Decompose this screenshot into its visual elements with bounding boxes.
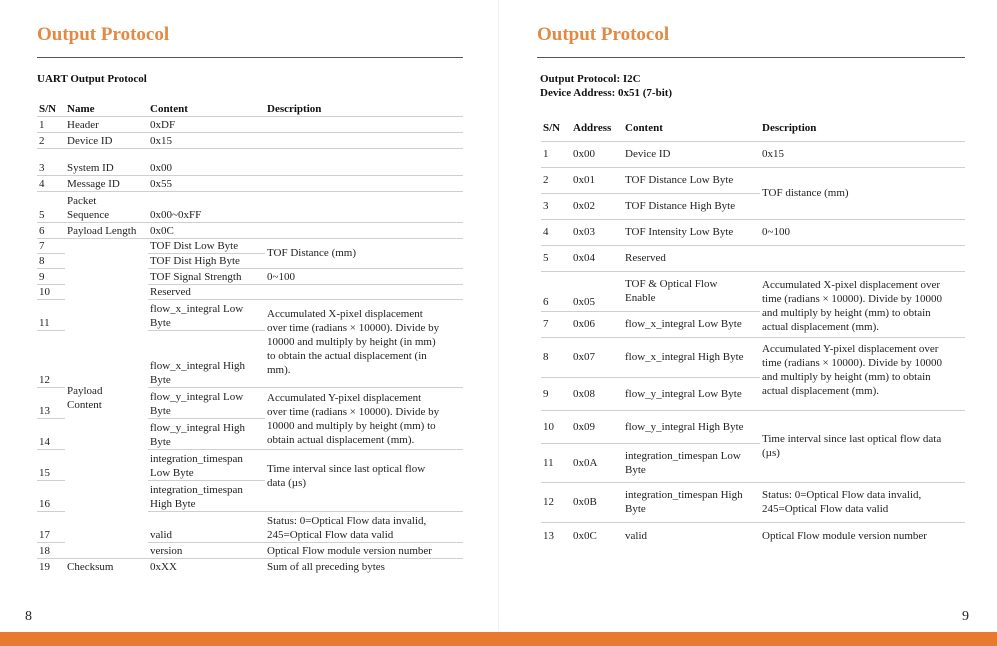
right-page [499, 0, 997, 631]
address-cell: 0x0C [573, 530, 597, 543]
name-cell: Checksum [67, 561, 114, 573]
desc-cell [265, 284, 463, 299]
content-line: integration_timespan High [625, 489, 743, 501]
sn-cell: 4 [37, 175, 65, 191]
header-description: Description [265, 101, 463, 116]
table-row [37, 238, 463, 253]
desc-line: 10000 and multiply by height (in mm) [267, 335, 436, 348]
content-line: High Byte [150, 497, 196, 510]
i2c-register-table [541, 116, 965, 550]
content-line: TOF & Optical Flow [625, 278, 718, 290]
desc-cell [265, 132, 463, 148]
content-cell: TOF Distance Low Byte [623, 167, 760, 193]
content-line: Enable [625, 292, 656, 304]
sn-cell: 9 [37, 268, 65, 284]
content-line: Low Byte [150, 466, 194, 479]
title-divider [537, 57, 965, 58]
content-line: flow_y_integral High [150, 421, 246, 434]
header-address: Address [571, 116, 623, 141]
content-line: integration_timespan [150, 483, 243, 496]
header-content: Content [148, 101, 265, 116]
flow-x-desc [760, 271, 965, 337]
desc-line: and multiply by height (mm) to obtain [762, 370, 931, 383]
page-title: Output Protocol [537, 24, 670, 45]
table-row [541, 245, 965, 271]
desc-line: mm). [267, 363, 291, 376]
address-cell: 0x05 [571, 271, 623, 311]
table-row [541, 219, 965, 245]
section-subtitle [540, 72, 672, 100]
address-cell: 0x09 [571, 410, 623, 443]
header-name: Name [65, 101, 148, 116]
name-line: Packet [67, 194, 97, 207]
page-number: 9 [962, 609, 969, 624]
desc-cell [265, 148, 463, 175]
content-line: Byte [150, 435, 171, 448]
sn-cell: 12 [541, 482, 571, 522]
desc-line: to obtain the actual displacement (in [267, 349, 427, 362]
address-cell: 0x0B [571, 482, 623, 522]
table-row [541, 167, 965, 193]
name-cell [65, 191, 148, 222]
content-cell: valid [625, 530, 647, 543]
table-header-row [541, 116, 965, 141]
table-row [541, 337, 965, 377]
content-line: integration_timespan Low [625, 449, 741, 462]
address-cell: 0x00 [571, 141, 623, 167]
content-line: Byte [625, 463, 646, 476]
sn-cell: 4 [541, 219, 571, 245]
content-cell [148, 299, 265, 330]
sn-cell: 5 [37, 191, 65, 222]
sn-cell: 8 [37, 253, 65, 268]
header-description: Description [760, 116, 965, 141]
address-cell: 0x06 [571, 311, 623, 337]
content-cell [148, 418, 265, 449]
table-row [37, 191, 463, 222]
protocol-label: Output Protocol: I2C [540, 73, 641, 85]
sn-cell: 7 [541, 311, 571, 337]
content-cell: 0xDF [148, 116, 265, 132]
desc-line: over time (radians × 10000). Divide by [267, 321, 440, 334]
table-row [541, 522, 965, 550]
table-row [37, 558, 463, 574]
table-row [37, 116, 463, 132]
content-line: flow_y_integral Low [150, 390, 244, 403]
content-cell: TOF Dist High Byte [148, 253, 265, 268]
content-cell [623, 271, 760, 311]
desc-line: time (radians × 10000). Divide by 10000 [762, 292, 943, 305]
sn-cell: 2 [37, 132, 65, 148]
table-row [541, 271, 965, 311]
content-cell: 0x15 [148, 132, 265, 148]
content-line: flow_x_integral High [150, 359, 246, 372]
sn-cell: 18 [37, 542, 65, 558]
address-cell: 0x0A [571, 443, 623, 482]
table-header-row [37, 101, 463, 116]
desc-cell: Optical Flow module version number [762, 530, 927, 543]
content-cell: TOF Intensity Low Byte [623, 219, 760, 245]
content-cell [148, 330, 265, 387]
table-row [541, 482, 965, 522]
content-cell [148, 387, 265, 418]
desc-cell [265, 175, 463, 191]
sn-cell: 10 [37, 284, 65, 299]
content-line: Byte [150, 373, 171, 386]
content-cell [623, 482, 760, 522]
desc-cell: Sum of all preceding bytes [267, 561, 385, 573]
table-row [541, 410, 965, 443]
address-cell: 0x03 [571, 219, 623, 245]
tof-distance-desc: TOF distance (mm) [760, 167, 965, 219]
address-cell: 0x08 [571, 377, 623, 410]
desc-cell: 0x15 [760, 141, 965, 167]
flow-y-desc [265, 387, 463, 449]
table-row [37, 148, 463, 175]
content-line: Byte [625, 503, 646, 515]
content-cell: Reserved [148, 284, 265, 299]
page-number: 8 [25, 609, 32, 624]
sn-cell: 13 [543, 530, 554, 543]
name-cell: Device ID [65, 132, 148, 148]
tof-distance-desc: TOF Distance (mm) [265, 238, 463, 268]
section-subtitle: UART Output Protocol [37, 73, 147, 85]
desc-cell [265, 222, 463, 238]
sn-cell: 9 [541, 377, 571, 410]
sn-cell: 15 [37, 449, 65, 480]
content-cell: flow_y_integral High Byte [623, 410, 760, 443]
payload-label-line: Content [67, 399, 102, 411]
sn-cell: 19 [39, 561, 50, 573]
content-cell [148, 449, 265, 480]
content-cell: valid [148, 511, 265, 542]
name-line: Sequence [67, 208, 110, 221]
header-sn: S/N [37, 101, 65, 116]
desc-line: Status: 0=Optical Flow data invalid, [762, 489, 922, 501]
desc-line: obtain actual displacement (mm). [267, 433, 415, 446]
desc-cell [265, 116, 463, 132]
flow-y-desc [760, 337, 965, 410]
sn-cell: 1 [37, 116, 65, 132]
name-cell: Payload Length [65, 222, 148, 238]
desc-cell [265, 191, 463, 222]
name-cell: Message ID [65, 175, 148, 191]
content-cell: TOF Distance High Byte [623, 193, 760, 219]
desc-line: (µs) [762, 447, 780, 459]
content-cell: flow_x_integral Low Byte [623, 311, 760, 337]
table-row [541, 141, 965, 167]
desc-cell [760, 245, 965, 271]
desc-line: 10000 and multiply by height (mm) to [267, 419, 436, 432]
desc-line: Accumulated X-pixel displacement [267, 307, 423, 320]
content-line: integration_timespan [150, 452, 243, 465]
content-cell: 0x0C [148, 222, 265, 238]
desc-line: and multiply by height (mm) to obtain [762, 306, 931, 319]
desc-line: time (radians × 10000). Divide by 10000 [762, 356, 943, 369]
sn-cell: 17 [37, 511, 65, 542]
content-cell: flow_x_integral High Byte [623, 337, 760, 377]
header-content: Content [623, 116, 760, 141]
address-cell: 0x04 [571, 245, 623, 271]
desc-line: Accumulated Y-pixel displacement [267, 391, 422, 404]
sn-cell: 14 [37, 418, 65, 449]
content-cell: TOF Dist Low Byte [148, 238, 265, 253]
content-cell: 0xXX [150, 561, 177, 573]
content-cell: Device ID [623, 141, 760, 167]
content-cell: version [148, 542, 265, 558]
sn-cell: 6 [541, 271, 571, 311]
device-address-label: Device Address: 0x51 (7-bit) [540, 87, 673, 99]
desc-line: Accumulated Y-pixel displacement over [762, 342, 939, 355]
footer-bar [0, 632, 997, 646]
desc-line: Time interval since last optical flow [267, 462, 426, 475]
sn-cell: 12 [37, 330, 65, 387]
timespan-desc [265, 449, 463, 511]
content-cell: TOF Signal Strength [148, 268, 265, 284]
content-line: Byte [150, 404, 171, 417]
sn-cell: 3 [37, 148, 65, 175]
desc-line: 245=Optical Flow data valid [762, 503, 889, 515]
timespan-desc [760, 410, 965, 482]
payload-label-line: Payload [67, 385, 103, 397]
payload-content-label [65, 238, 148, 558]
desc-line: actual displacement (mm). [762, 320, 879, 333]
sn-cell: 1 [541, 141, 571, 167]
desc-cell [760, 482, 965, 522]
table-row [37, 132, 463, 148]
content-line: flow_x_integral Low [150, 302, 244, 315]
desc-cell: 0~100 [265, 268, 463, 284]
content-cell: Reserved [623, 245, 760, 271]
sn-cell: 11 [37, 299, 65, 330]
sn-cell: 11 [541, 443, 571, 482]
address-cell: 0x01 [571, 167, 623, 193]
desc-cell: Optical Flow module version number [265, 542, 463, 558]
content-cell: flow_y_integral Low Byte [623, 377, 760, 410]
desc-cell: 0~100 [760, 219, 965, 245]
content-cell [623, 443, 760, 482]
content-cell: 0x55 [148, 175, 265, 191]
desc-line: over time (radians × 10000). Divide by [267, 405, 440, 418]
header-sn: S/N [541, 116, 571, 141]
table-row [37, 222, 463, 238]
name-cell: Header [65, 116, 148, 132]
sn-cell: 8 [541, 337, 571, 377]
name-cell: System ID [65, 148, 148, 175]
page-title: Output Protocol [37, 24, 170, 45]
sn-cell: 13 [37, 387, 65, 418]
left-page [0, 0, 498, 631]
desc-line: Accumulated X-pixel displacement over [762, 278, 941, 291]
desc-line: Status: 0=Optical Flow data invalid, [267, 514, 427, 527]
flow-x-desc [265, 299, 463, 387]
desc-line: data (µs) [267, 476, 307, 489]
desc-line: 245=Optical Flow data valid [267, 528, 394, 541]
title-divider [37, 57, 463, 58]
sn-cell: 5 [541, 245, 571, 271]
address-cell: 0x02 [571, 193, 623, 219]
desc-cell [265, 511, 463, 542]
address-cell: 0x07 [571, 337, 623, 377]
content-line: Byte [150, 316, 171, 329]
sn-cell: 16 [37, 480, 65, 511]
sn-cell: 3 [541, 193, 571, 219]
table-row [37, 175, 463, 191]
content-cell: 0x00~0xFF [148, 191, 265, 222]
desc-line: actual displacement (mm). [762, 384, 879, 397]
sn-cell: 2 [541, 167, 571, 193]
sn-cell: 6 [37, 222, 65, 238]
content-cell: 0x00 [148, 148, 265, 175]
uart-protocol-table [37, 101, 463, 574]
desc-line: Time interval since last optical flow data [762, 433, 942, 445]
sn-cell: 7 [37, 238, 65, 253]
sn-cell: 10 [541, 410, 571, 443]
content-cell [148, 480, 265, 511]
